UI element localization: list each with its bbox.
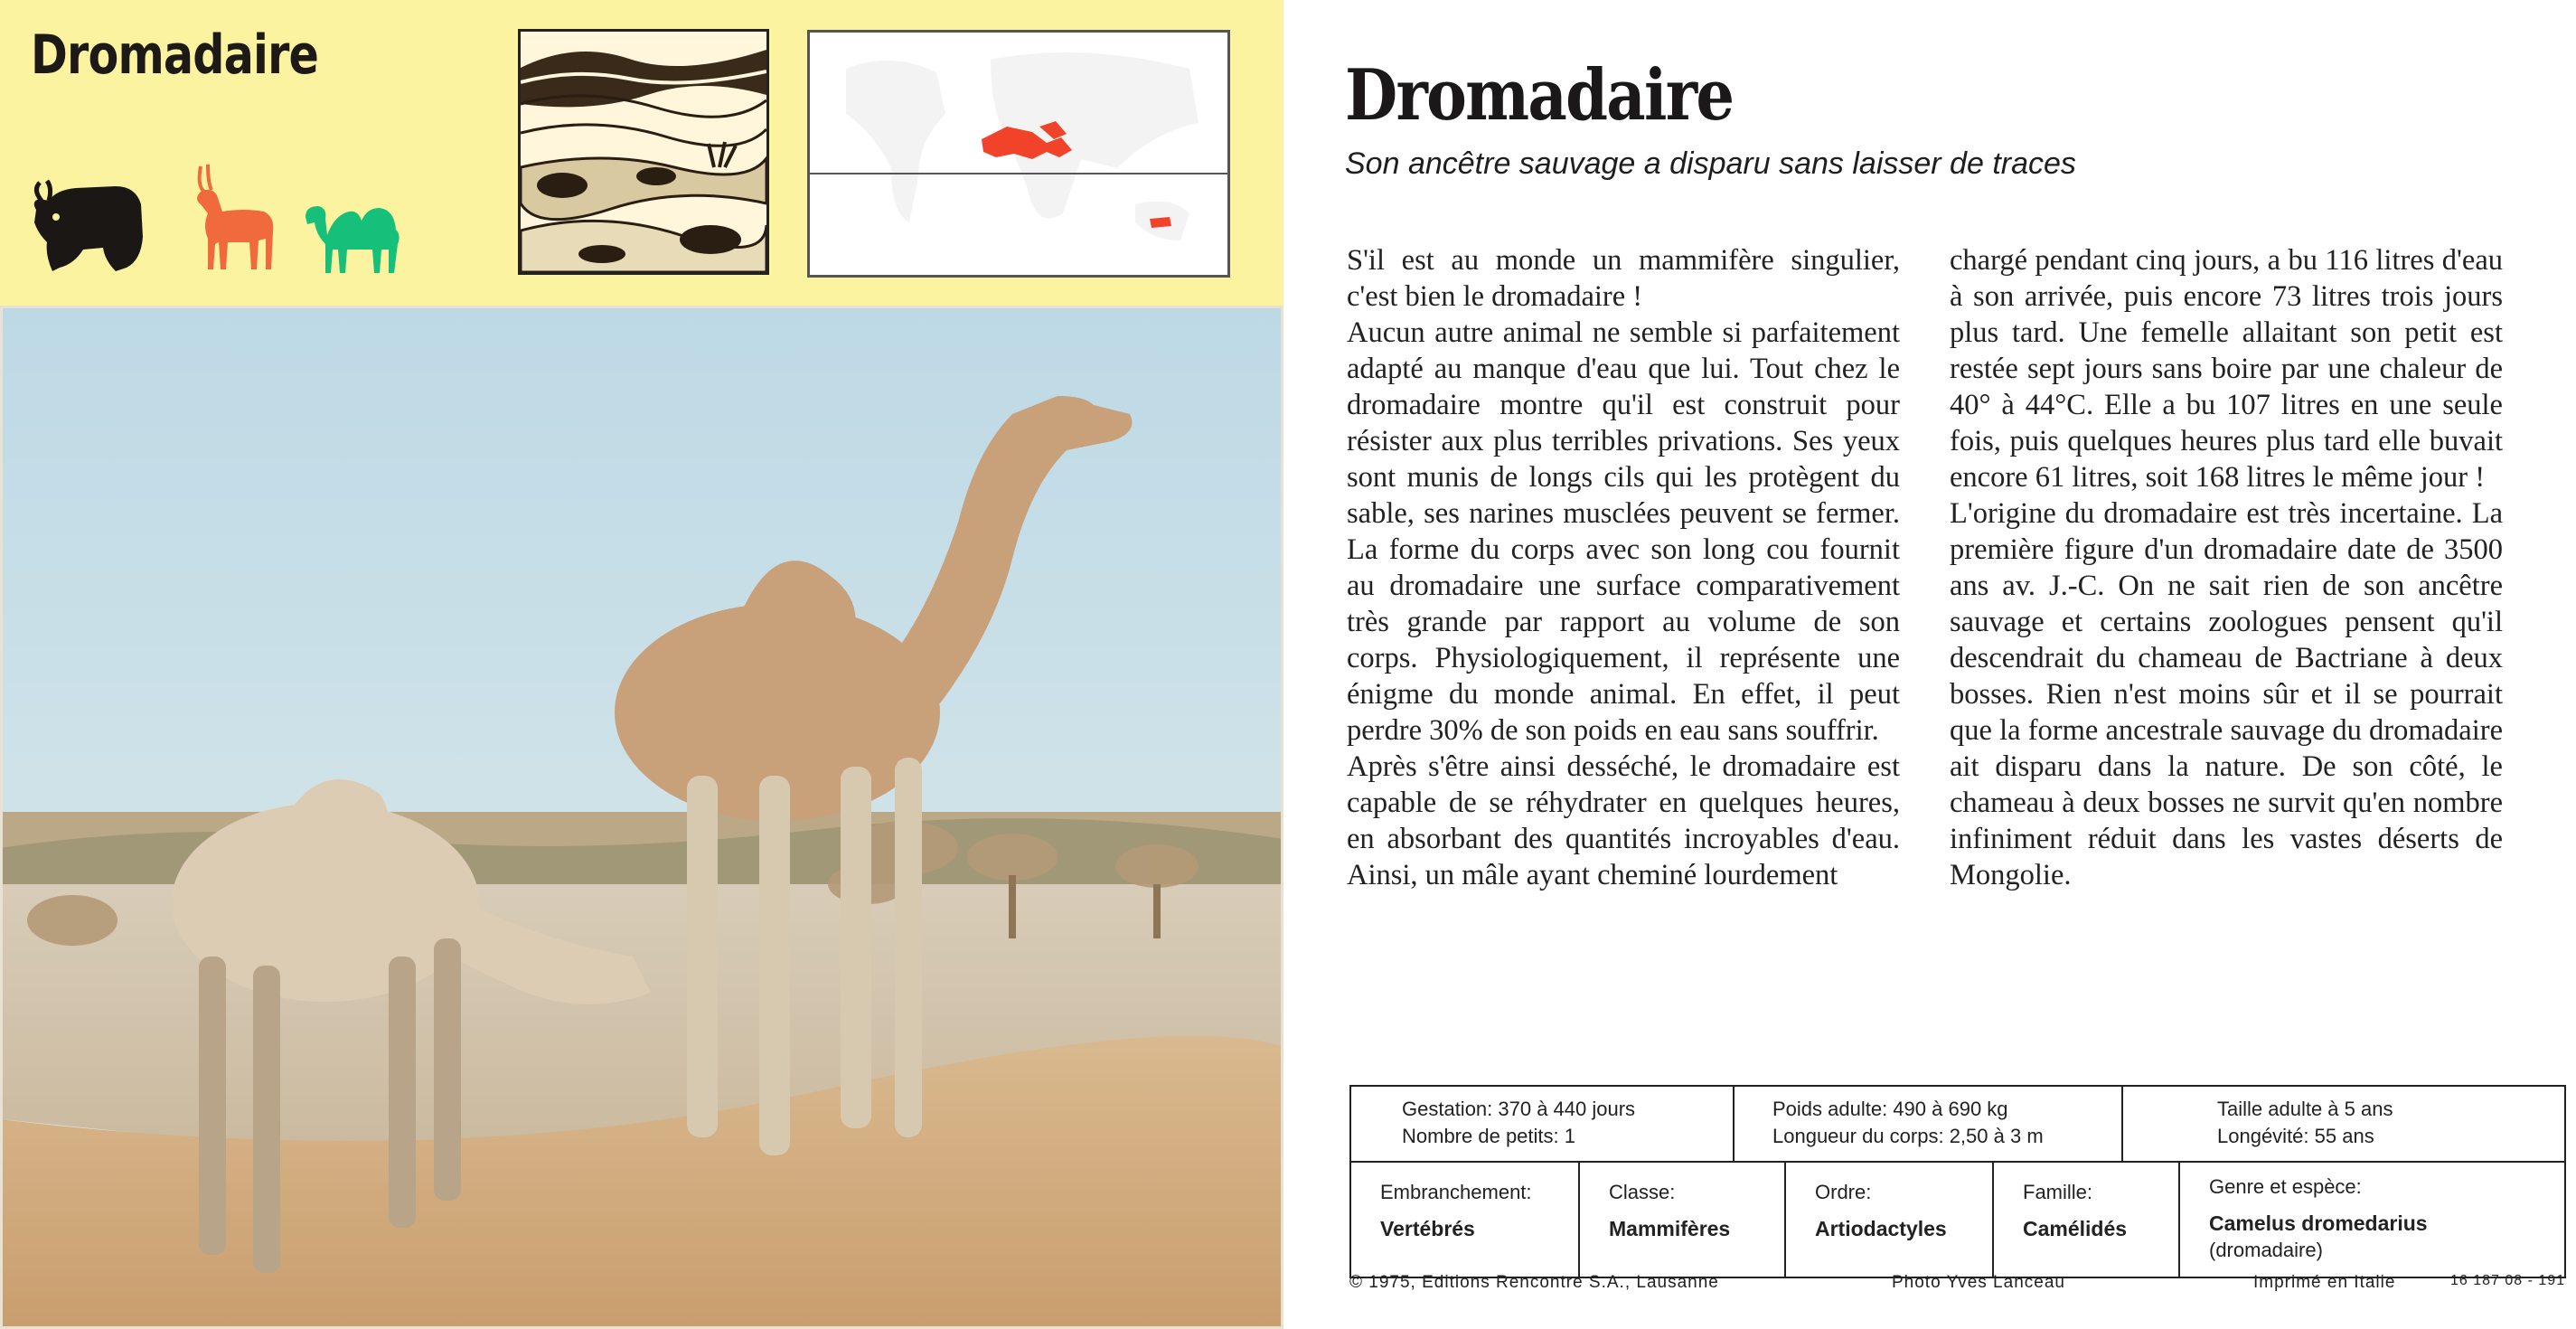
distribution-map — [807, 30, 1230, 278]
card-front — [0, 0, 1283, 1329]
habitat-illustration — [518, 29, 769, 275]
litter-size: Nombre de petits: 1 — [1402, 1125, 1575, 1147]
facts-table — [1349, 1085, 2566, 1278]
antelope-icon — [181, 159, 280, 275]
paragraph: S'il est au monde un mammifère singulier, c'est bien le dromadaire ! — [1347, 244, 1900, 313]
paragraph: Aucun autre animal ne semble si parfaitement adapté au manque d'eau que lui. Tout chez le dromadaire montre qu'il est construit pour résister aux plus terribles privations. Ses yeux sont munis de longs cils qui les protègent du sable, ses narines musclées peuvent se fermer. La forme du corps avec son long cou fournit au dromadaire une surface comparativement très grande par rapport au volume de son corps. Physiologiquement, il représente une énigme du monde animal. En effet, il peut perdre 30% de son poids en eau sans souffrir. — [1347, 316, 1900, 747]
text-column-left — [1347, 242, 1900, 893]
gestation: Gestation: 370 à 440 jours — [1402, 1098, 1636, 1120]
facts-row-taxonomy — [1351, 1161, 2564, 1278]
family-cell — [1994, 1161, 2180, 1278]
paragraph: chargé pendant cinq jours, a bu 116 litres d'eau à son arrivée, puis encore 73 litres trois jours plus tard. Une femelle allaitant son petit est restée sept jours sans boire par une chaleur de 40° à 44°C. Elle a bu 107 litres en une seule fois, puis quelques heures plus tard elle buvait encore 61 litres, soit 168 litres le même jour ! — [1950, 244, 2503, 494]
gestation-cell — [1351, 1087, 1735, 1161]
adult-size: Taille adulte à 5 ans — [2217, 1098, 2393, 1120]
facts-row-stats — [1351, 1087, 2564, 1163]
species-label: Genre et espèce: — [2209, 1175, 2362, 1198]
phylum-label: Embranchement: — [1380, 1181, 1532, 1203]
size-cell — [2123, 1087, 2566, 1161]
subtitle: Son ancêtre sauvage a disparu sans laisser de traces — [1345, 146, 2076, 181]
paragraph: Après s'être ainsi desséché, le dromadaire est capable de se réhydrater en quelques heures, en absorbant des quantités incroyables d'eau. Ainsi, un mâle ayant cheminé lourdement — [1347, 750, 1900, 891]
phylum-value: Vertébrés — [1380, 1217, 1475, 1240]
species-common-name: (dromadaire) — [2209, 1239, 2323, 1261]
photo-credit: Photo Yves Lanceau — [1892, 1273, 2065, 1292]
weight-cell — [1735, 1087, 2123, 1161]
page-title: Dromadaire — [1345, 54, 1734, 137]
text-column-right — [1950, 242, 2503, 893]
copyright: © 1975, Editions Rencontre S.A., Lausanne — [1349, 1273, 1719, 1292]
family-value: Camélidés — [2023, 1217, 2128, 1240]
ox-silhouette-icon — [29, 174, 146, 273]
class-value: Mammifères — [1609, 1217, 1731, 1240]
paragraph: L'origine du dromadaire est très incertaine. La première figure d'un dromadaire date de 3500 ans av. J.-C. On ne sait rien de son ancêtre sauvage et certains zoologues pensent qu'il descendrait du chameau de Bactriane à deux bosses. Rien n'est moins sûr et il se pourrait que la forme ancestrale sauvage du dromadaire ait disparu dans la nature. De son côté, le chameau à deux bosses ne survit qu'en nombre infiniment réduit dans les vastes déserts de Mongolie. — [1950, 497, 2503, 891]
order-value: Artiodactyles — [1815, 1217, 1947, 1240]
camel-icon — [300, 190, 418, 277]
class-cell — [1580, 1161, 1786, 1278]
card-title: Dromadaire — [31, 24, 319, 87]
card-code: 16 187 08 - 191 — [2450, 1273, 2566, 1288]
printed-in: Imprimé en Italie — [2253, 1273, 2396, 1292]
longevity: Longévité: 55 ans — [2217, 1125, 2374, 1147]
order-label: Ordre: — [1815, 1181, 1872, 1203]
card-back — [1293, 0, 2576, 1329]
family-label: Famille: — [2023, 1181, 2093, 1203]
class-label: Classe: — [1609, 1181, 1676, 1203]
adult-weight: Poids adulte: 490 à 690 kg — [1772, 1098, 2008, 1120]
camel-photo — [0, 306, 1283, 1329]
phylum-cell — [1351, 1161, 1580, 1278]
body-length: Longueur du corps: 2,50 à 3 m — [1772, 1125, 2044, 1147]
card-header — [0, 0, 1283, 306]
order-cell — [1786, 1161, 1994, 1278]
species-value: Camelus dromedarius — [2209, 1211, 2428, 1235]
species-cell — [2180, 1161, 2566, 1278]
